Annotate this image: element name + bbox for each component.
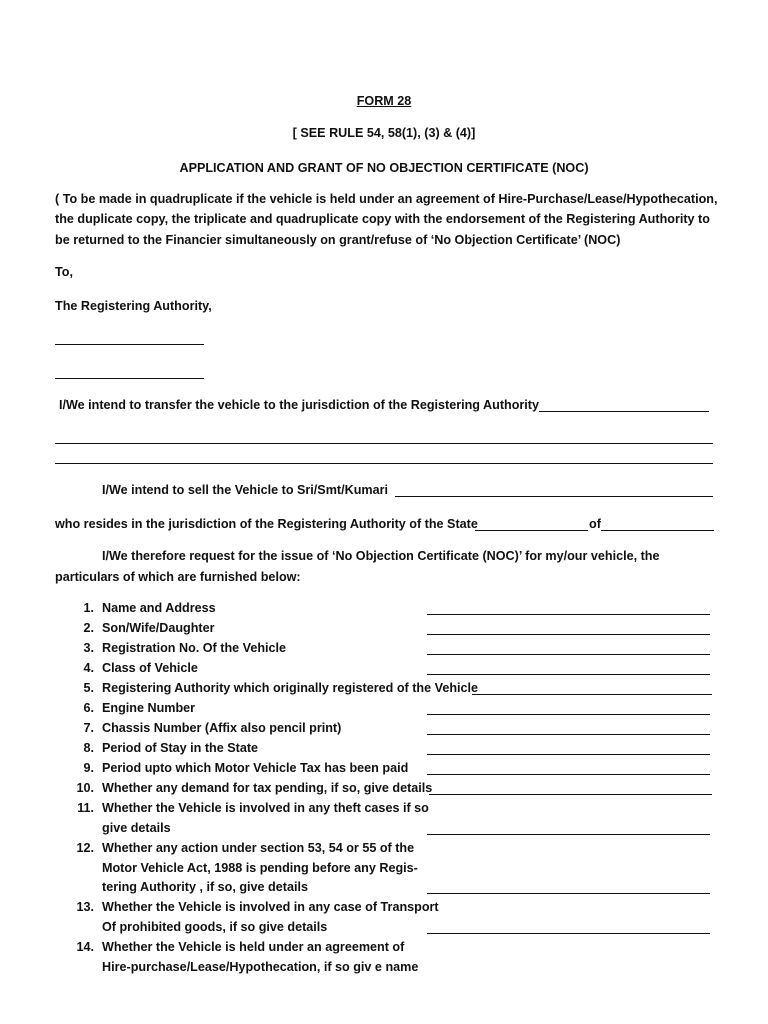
item-number: 1. (83, 601, 94, 615)
item-label-continued: give details (102, 821, 171, 835)
item-label: Registration No. Of the Vehicle (102, 641, 287, 655)
transfer-authority-blank[interactable] (539, 411, 709, 412)
item-number: 6. (83, 701, 94, 715)
of-label: of (589, 517, 601, 531)
form-number: FORM 28 (356, 94, 412, 108)
item-number: 7. (83, 721, 94, 735)
transfer-blank-line-1[interactable] (55, 443, 713, 444)
item-answer-blank[interactable] (429, 794, 712, 795)
intro-line-2: the duplicate copy, the triplicate and quadruplicate copy with the endorsement of the Registering Authority to (55, 212, 710, 226)
item-label: Whether any action under section 53, 54 or 55 of the (102, 841, 415, 855)
item-answer-blank[interactable] (427, 893, 710, 894)
address-blank-line-2[interactable] (55, 378, 204, 379)
state-blank[interactable] (475, 530, 588, 531)
item-answer-blank[interactable] (427, 654, 710, 655)
item-label-continued: Hire-purchase/Lease/Hypothecation, if so giv e name (102, 960, 419, 974)
transfer-blank-line-2[interactable] (55, 463, 713, 464)
item-label-continued: Of prohibited goods, if so give details (102, 920, 328, 934)
item-label: Whether the Vehicle is held under an agreement of (102, 940, 405, 954)
request-line-1: I/We therefore request for the issue of ‘No Objection Certificate (NOC)’ for my/our vehicle, the (102, 549, 660, 563)
address-authority: The Registering Authority, (55, 299, 212, 313)
item-label: Period of Stay in the State (102, 741, 259, 755)
item-label: Whether the Vehicle is involved in any theft cases if so (102, 801, 429, 815)
item-label: Registering Authority which originally registered of the Vehicle (102, 681, 479, 695)
item-label-continued: tering Authority , if so, give details (102, 880, 308, 894)
item-answer-blank[interactable] (427, 614, 710, 615)
item-answer-blank[interactable] (427, 834, 710, 835)
item-number: 4. (83, 661, 94, 675)
intro-line-3: be returned to the Financier simultaneously on grant/refuse of ‘No Objection Certificate’ (NOC) (55, 233, 621, 247)
resides-statement: who resides in the jurisdiction of the Registering Authority of the State (55, 517, 478, 531)
item-number: 11. (77, 801, 94, 815)
place-blank[interactable] (601, 530, 714, 531)
item-number: 10. (76, 781, 94, 795)
item-number: 13. (76, 900, 94, 914)
item-number: 12. (76, 841, 94, 855)
item-answer-blank[interactable] (427, 714, 710, 715)
form-title: APPLICATION AND GRANT OF NO OBJECTION CERTIFICATE (NOC) (179, 161, 589, 175)
item-label: Class of Vehicle (102, 661, 198, 675)
request-line-2: particulars of which are furnished below: (55, 570, 301, 584)
item-answer-blank[interactable] (427, 674, 710, 675)
item-label: Chassis Number (Affix also pencil print) (102, 721, 342, 735)
item-answer-blank[interactable] (427, 734, 710, 735)
item-answer-blank[interactable] (427, 933, 710, 934)
item-answer-blank[interactable] (472, 694, 712, 695)
item-answer-blank[interactable] (427, 634, 710, 635)
address-to: To, (55, 265, 73, 279)
intro-line-1: ( To be made in quadruplicate if the vehicle is held under an agreement of Hire-Purchase/Lease/Hypothecation, (55, 192, 718, 206)
item-number: 3. (83, 641, 94, 655)
item-label: Whether the Vehicle is involved in any case of Transport (102, 900, 439, 914)
item-label: Engine Number (102, 701, 196, 715)
transfer-statement: I/We intend to transfer the vehicle to the jurisdiction of the Registering Authority (59, 398, 540, 412)
item-number: 2. (83, 621, 94, 635)
address-blank-line-1[interactable] (55, 344, 204, 345)
item-label-continued: Motor Vehicle Act, 1988 is pending before any Regis- (102, 861, 418, 875)
item-label: Name and Address (102, 601, 216, 615)
item-number: 8. (83, 741, 94, 755)
item-number: 5. (83, 681, 94, 695)
sell-statement: I/We intend to sell the Vehicle to Sri/Smt/Kumari (102, 483, 388, 497)
buyer-name-blank[interactable] (395, 496, 713, 497)
item-number: 9. (83, 761, 94, 775)
item-answer-blank[interactable] (427, 754, 710, 755)
item-answer-blank[interactable] (427, 774, 710, 775)
item-label: Whether any demand for tax pending, if so, give details (102, 781, 433, 795)
item-label: Son/Wife/Daughter (102, 621, 215, 635)
item-number: 14. (76, 940, 94, 954)
rule-reference: [ SEE RULE 54, 58(1), (3) & (4)] (292, 126, 476, 140)
item-label: Period upto which Motor Vehicle Tax has been paid (102, 761, 409, 775)
